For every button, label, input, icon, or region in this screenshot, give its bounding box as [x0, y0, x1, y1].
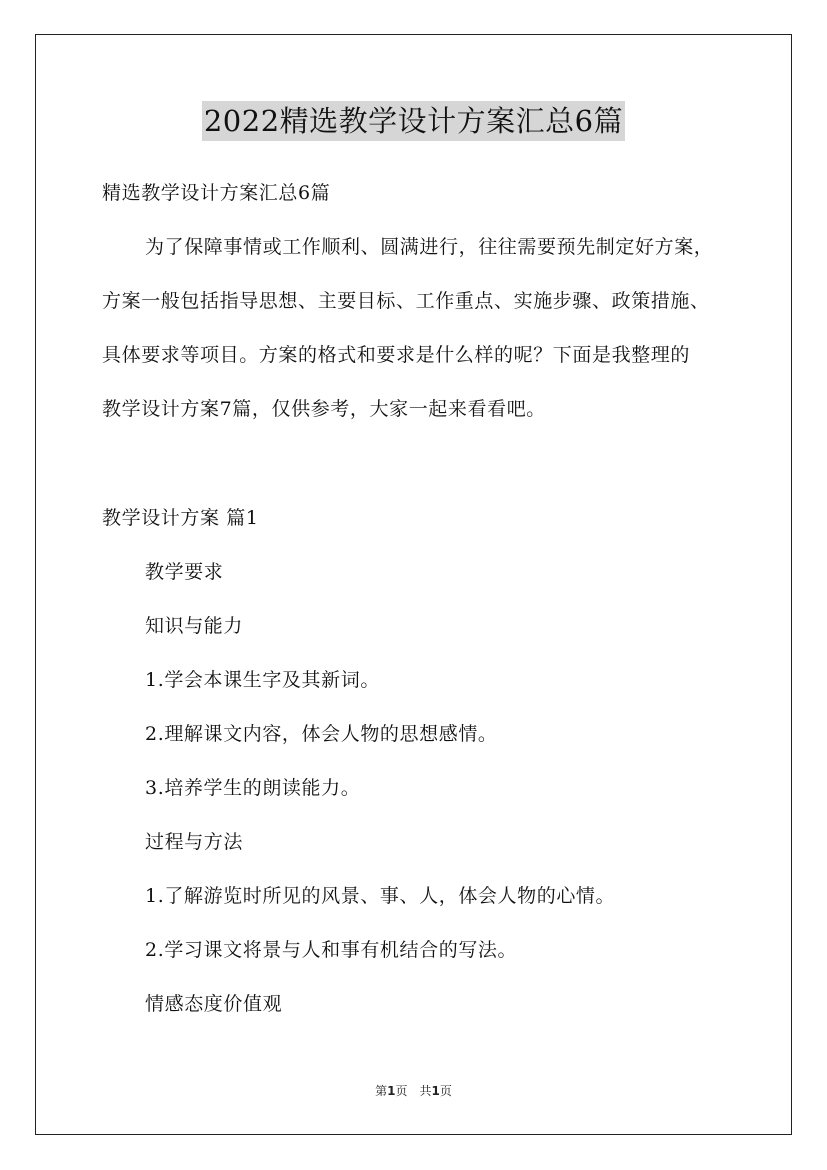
section-line-9: 情感态度价值观	[145, 993, 283, 1015]
footer-suffix: 页	[439, 1084, 452, 1098]
intro-line-4: 教学设计方案7篇，仅供参考，大家一起来看看吧。	[102, 398, 546, 420]
page-footer	[0, 1083, 827, 1099]
section-line-5: 3.培养学生的朗读能力。	[145, 777, 361, 799]
document-subtitle: 精选教学设计方案汇总6篇	[102, 182, 331, 204]
title-container	[0, 101, 827, 141]
section-line-1: 教学要求	[145, 561, 224, 583]
footer-prefix: 第	[375, 1084, 388, 1098]
section-line-2: 知识与能力	[145, 615, 244, 637]
intro-line-2: 方案一般包括指导思想、主要目标、工作重点、实施步骤、政策措施、	[102, 290, 710, 312]
intro-line-3: 具体要求等项目。方案的格式和要求是什么样的呢？下面是我整理的	[102, 344, 691, 366]
section-line-4: 2.理解课文内容，体会人物的思想感情。	[145, 723, 498, 745]
section-line-6: 过程与方法	[145, 831, 244, 853]
section-line-3: 1.学会本课生字及其新词。	[145, 669, 380, 691]
intro-line-1: 为了保障事情或工作顺利、圆满进行，往往需要预先制定好方案，	[145, 236, 714, 258]
footer-current-page: 1	[387, 1084, 396, 1098]
footer-mid: 页 共	[395, 1084, 432, 1098]
section-heading: 教学设计方案 篇1	[102, 507, 259, 529]
document-title: 2022精选教学设计方案汇总6篇	[202, 101, 625, 141]
section-line-7: 1.了解游览时所见的风景、事、人，体会人物的心情。	[145, 885, 616, 907]
section-line-8: 2.学习课文将景与人和事有机结合的写法。	[145, 939, 518, 961]
footer-total-pages: 1	[431, 1084, 440, 1098]
